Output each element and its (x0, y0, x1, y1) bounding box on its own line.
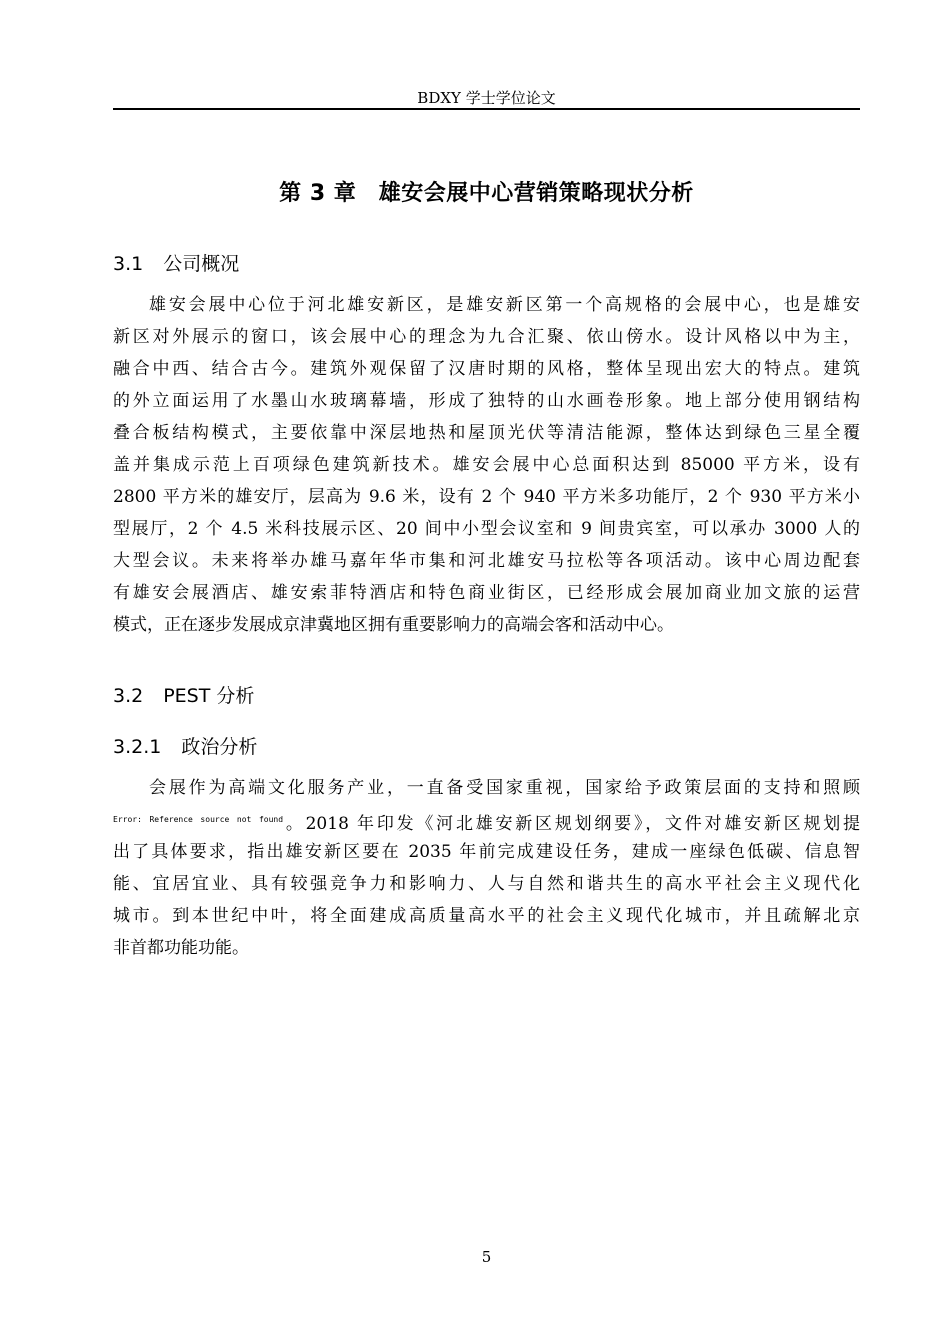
paragraph-line-with-ref (113, 804, 860, 836)
section-title: 公司概况 (163, 253, 240, 275)
paragraph-line: 大型会议。未来将举办雄马嘉年华市集和河北雄安马拉松等各项活动。该中心周边配套 (113, 551, 860, 571)
paragraph-line-text: 。2018 年印发《河北雄安新区规划纲要》，文件对雄安新区规划提 (283, 814, 860, 834)
paragraph-line: 城市。到本世纪中叶，将全面建成高质量高水平的社会主义现代化城市，并且疏解北京 (113, 906, 860, 926)
paragraph-line: 非首都功能功能。 (113, 938, 249, 958)
section-number: 3.2 (113, 685, 144, 707)
paragraph-political-analysis (113, 772, 860, 964)
header-rule (113, 108, 860, 110)
section-title: PEST 分析 (163, 685, 255, 707)
paragraph-line: 出了具体要求，指出雄安新区要在 2035 年前完成建设任务，建成一座绿色低碳、信息智 (113, 842, 860, 862)
chapter-title: 第 3 章 雄安会展中心营销策略现状分析 (279, 181, 694, 206)
section-heading-3-2-1 (113, 733, 257, 761)
reference-error: Error: Reference source not found (113, 815, 284, 824)
paragraph-line: 新区对外展示的窗口，该会展中心的理念为九合汇聚、依山傍水。设计风格以中为主， (113, 327, 860, 347)
section-number: 3.2.1 (113, 736, 162, 758)
running-header: BDXY 学士学位论文 (417, 89, 556, 107)
paragraph-line: 叠合板结构模式，主要依靠中深层地热和屋顶光伏等清洁能源，整体达到绿色三星全覆 (113, 423, 860, 443)
page-number: 5 (481, 1248, 492, 1266)
paragraph-line: 会展作为高端文化服务产业，一直备受国家重视，国家给予政策层面的支持和照顾 (149, 778, 860, 798)
paragraph-line: 雄安会展中心位于河北雄安新区，是雄安新区第一个高规格的会展中心，也是雄安 (149, 295, 860, 315)
paragraph-line: 盖并集成示范上百项绿色建筑新技术。雄安会展中心总面积达到 85000 平方米，设有 (113, 455, 860, 475)
paragraph-line: 模式，正在逐步发展成京津冀地区拥有重要影响力的高端会客和活动中心。 (113, 615, 674, 635)
section-title: 政治分析 (181, 736, 258, 758)
paragraph-company-overview (113, 289, 860, 641)
section-number: 3.1 (113, 253, 144, 275)
paragraph-line: 能、宜居宜业、具有较强竞争力和影响力、人与自然和谐共生的高水平社会主义现代化 (113, 874, 860, 894)
section-heading-3-2 (113, 682, 254, 710)
paragraph-line: 2800 平方米的雄安厅，层高为 9.6 米，设有 2 个 940 平方米多功能厅，2 个 930 平方米小 (113, 487, 860, 507)
section-heading-3-1 (113, 250, 239, 278)
paragraph-line: 的外立面运用了水墨山水玻璃幕墙，形成了独特的山水画卷形象。地上部分使用钢结构 (113, 391, 860, 411)
paragraph-line: 型展厅，2 个 4.5 米科技展示区、20 间中小型会议室和 9 间贵宾室，可以承办 3000 人的 (113, 519, 860, 539)
paragraph-line: 有雄安会展酒店、雄安索菲特酒店和特色商业街区，已经形成会展加商业加文旅的运营 (113, 583, 860, 603)
paragraph-line: 融合中西、结合古今。建筑外观保留了汉唐时期的风格，整体呈现出宏大的特点。建筑 (113, 359, 860, 379)
